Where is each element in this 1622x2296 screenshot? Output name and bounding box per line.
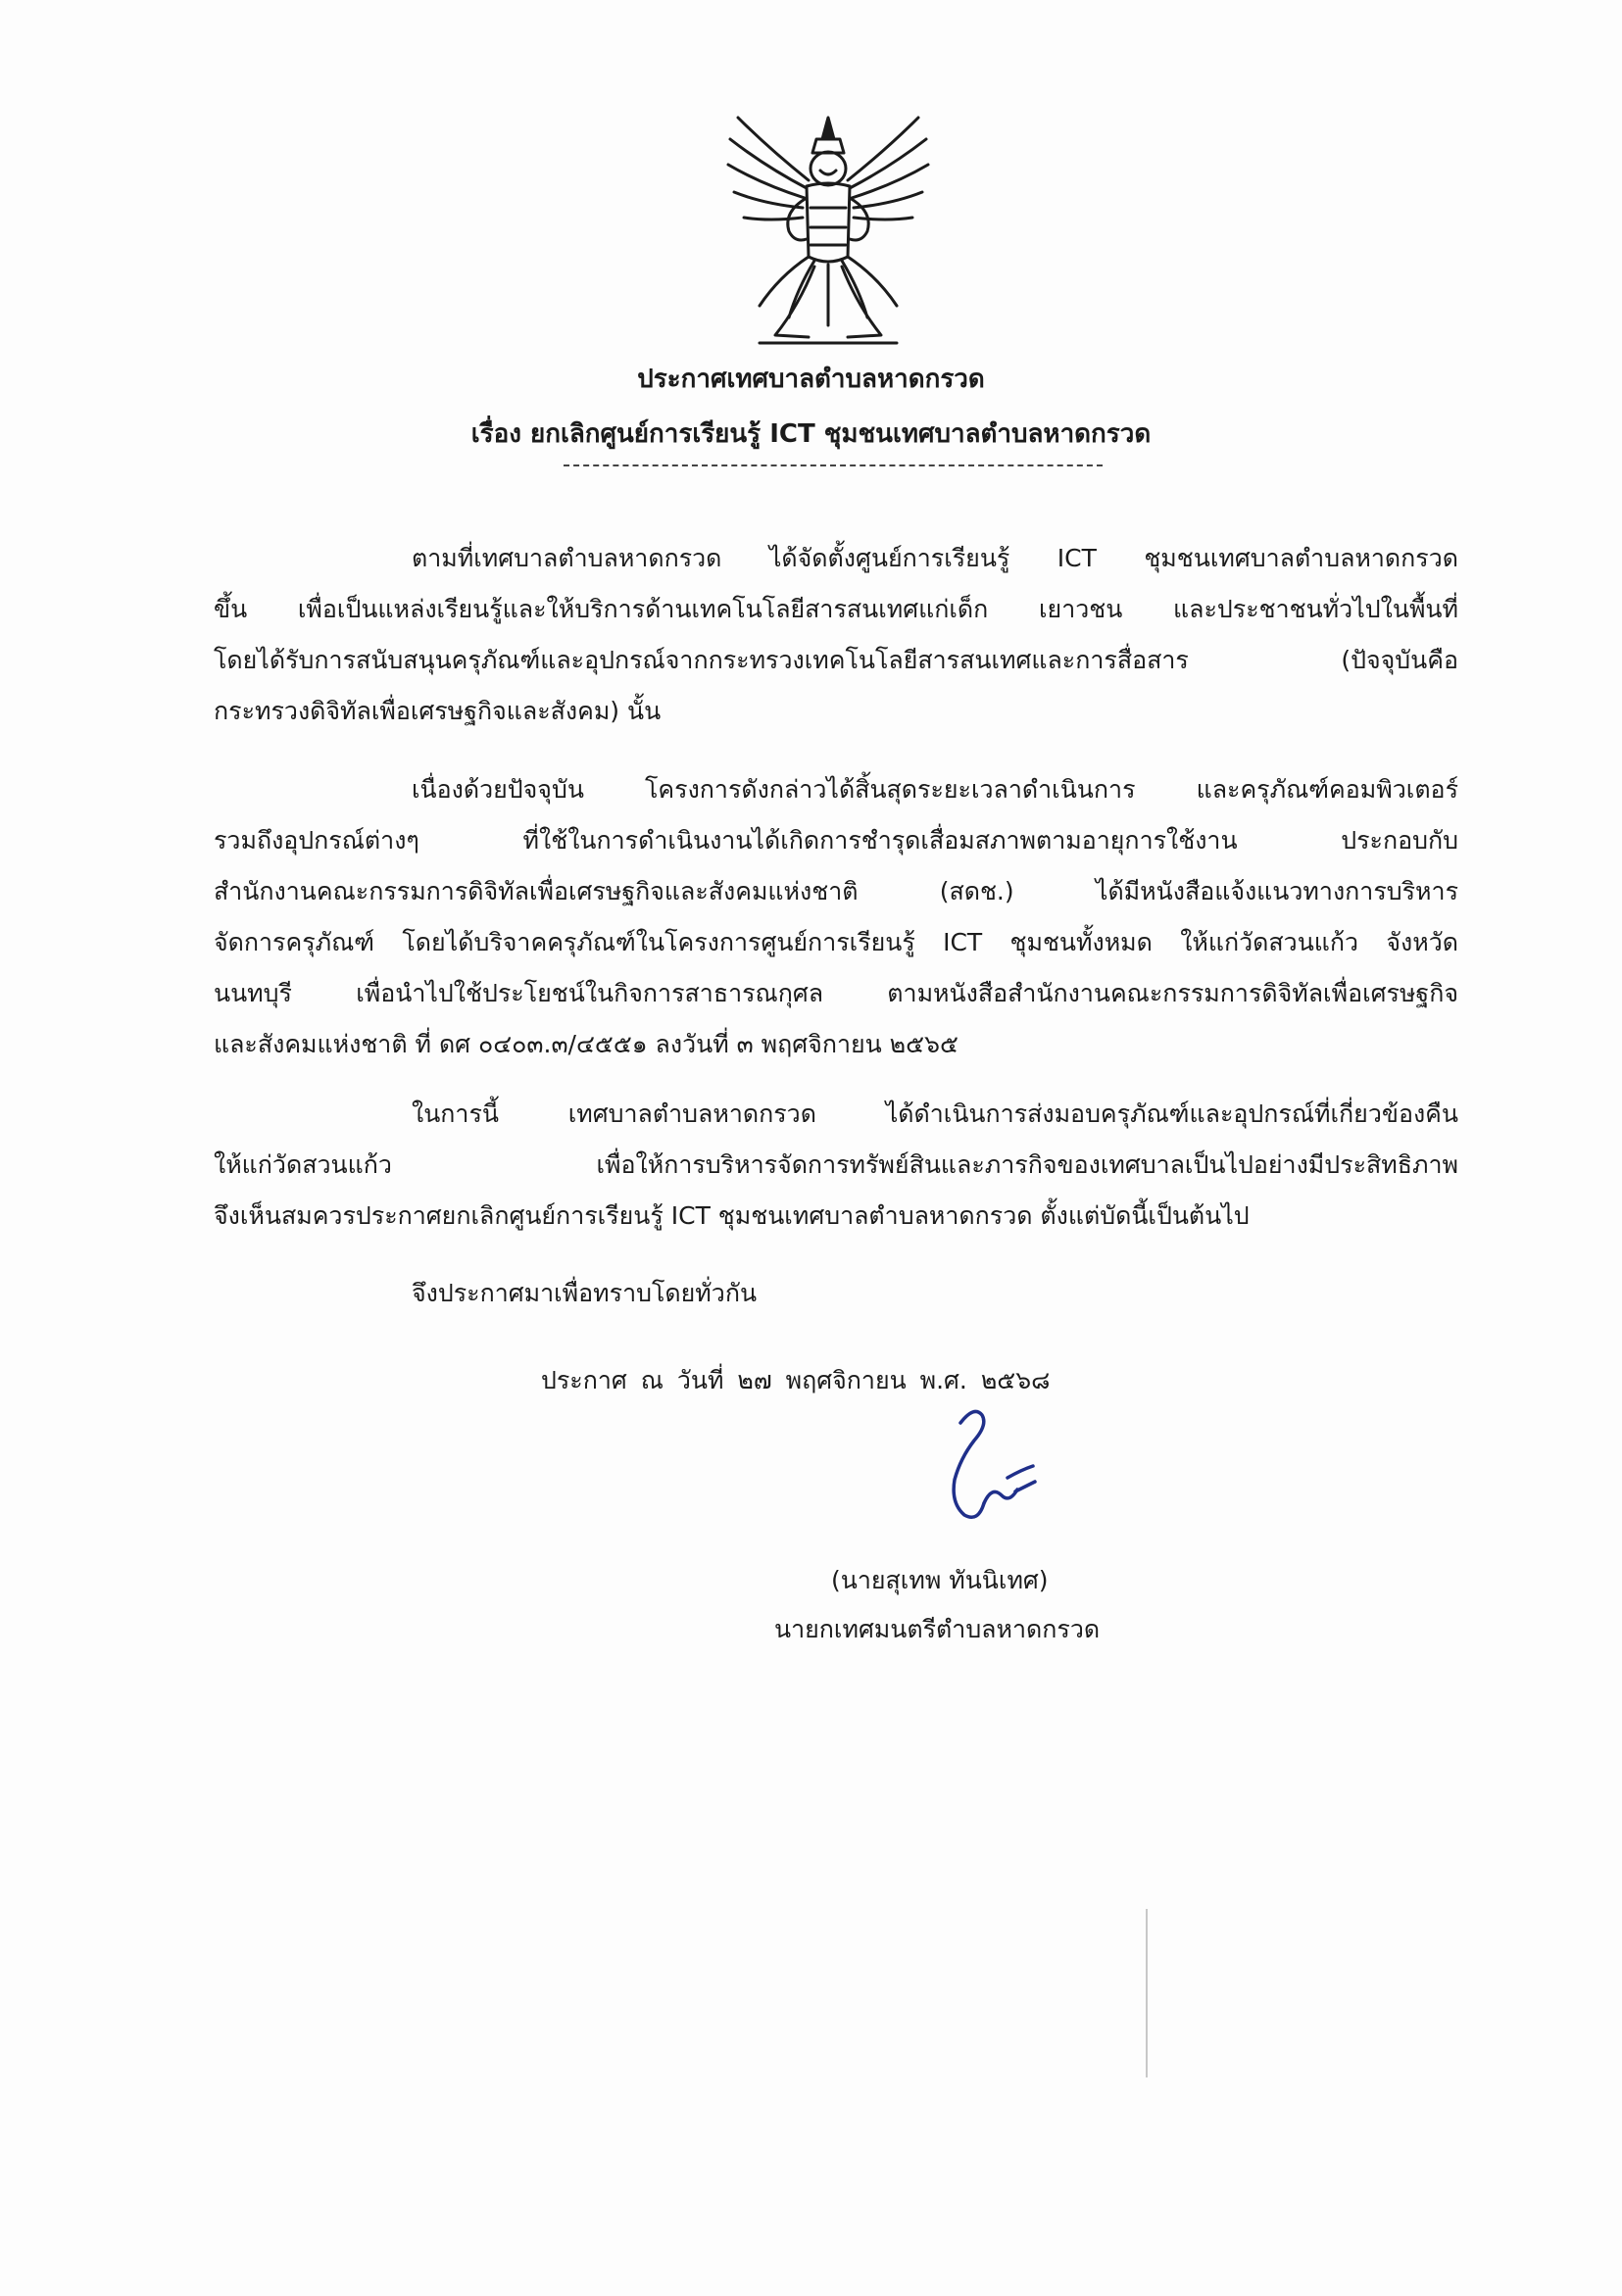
scan-artifact-line — [1146, 1909, 1148, 2077]
announcement-title: ประกาศเทศบาลตำบลหาดกรวด — [637, 365, 985, 394]
signer-name: (นายสุเทพ ทันนิเทศ) — [831, 1566, 1049, 1594]
paragraph-line: ให้แก่วัดสวนแก้ว เพื่อให้การบริหารจัดการทรัพย์สินและภารกิจของเทศบาลเป็นไปอย่างมีประสิทธิภาพ — [214, 1150, 1458, 1179]
paragraph-line: นนทบุรี เพื่อนำไปใช้ประโยชน์ในกิจการสาธารณกุศล ตามหนังสือสำนักงานคณะกรรมการดิจิทัลเพื่อเศรษฐกิจ — [214, 979, 1458, 1007]
signature-image — [931, 1401, 1049, 1539]
title-divider — [564, 464, 1103, 466]
signer-title: นายกเทศมนตรีตำบลหาดกรวด — [774, 1615, 1101, 1643]
paragraph-line: จัดการครุภัณฑ์ โดยได้บริจาคครุภัณฑ์ในโครงการศูนย์การเรียนรู้ ICT ชุมชนทั้งหมด ให้แก่วัดสวนแก้ว จังหวัด — [214, 928, 1458, 956]
paragraph-line: รวมถึงอุปกรณ์ต่างๆ ที่ใช้ในการดำเนินงานได้เกิดการชำรุดเสื่อมสภาพตามอายุการใช้งาน ประกอบกับ — [214, 826, 1458, 855]
paragraph-line: ในการนี้ เทศบาลตำบลหาดกรวด ได้ดำเนินการส่งมอบครุภัณฑ์และอุปกรณ์ที่เกี่ยวข้องคืน — [412, 1099, 1458, 1128]
announcement-date: ประกาศ ณ วันที่ ๒๗ พฤศจิกายน พ.ศ. ๒๕๖๘ — [541, 1366, 1051, 1394]
paragraph-line: สำนักงานคณะกรรมการดิจิทัลเพื่อเศรษฐกิจและสังคมแห่งชาติ (สดช.) ได้มีหนังสือแจ้งแนวทางการบริหาร — [214, 877, 1458, 905]
paragraph-line: ตามที่เทศบาลตำบลหาดกรวด ได้จัดตั้งศูนย์การเรียนรู้ ICT ชุมชนเทศบาลตำบลหาดกรวด — [412, 544, 1458, 572]
paragraph-2 — [214, 764, 1458, 1070]
paragraph-line: เนื่องด้วยปัจจุบัน โครงการดังกล่าวได้สิ้นสุดระยะเวลาดำเนินการ และครุภัณฑ์คอมพิวเตอร์ — [412, 775, 1458, 804]
paragraph-line: โดยได้รับการสนับสนุนครุภัณฑ์และอุปกรณ์จากกระทรวงเทคโนโลยีสารสนเทศและการสื่อสาร (ปัจจุบันคือ — [214, 646, 1458, 674]
paragraph-line: กระทรวงดิจิทัลเพื่อเศรษฐกิจและสังคม) นั้น — [214, 697, 662, 725]
paragraph-line: จึงเห็นสมควรประกาศยกเลิกศูนย์การเรียนรู้ ICT ชุมชนเทศบาลตำบลหาดกรวด ตั้งแต่บัดนี้เป็นต้นไป — [214, 1201, 1250, 1230]
paragraph-3 — [214, 1089, 1458, 1242]
paragraph-line: ขึ้น เพื่อเป็นแหล่งเรียนรู้และให้บริการด้านเทคโนโลยีสารสนเทศแก่เด็ก เยาวชน และประชาชนทั่วไปในพื้นที่ — [214, 595, 1458, 623]
paragraph-1 — [214, 533, 1458, 737]
closing-statement: จึงประกาศมาเพื่อทราบโดยทั่วกัน — [412, 1279, 758, 1307]
paragraph-line: และสังคมแห่งชาติ ที่ ดศ ๐๔๐๓.๓/๔๕๕๑ ลงวันที่ ๓ พฤศจิกายน ๒๕๖๕ — [214, 1030, 958, 1058]
garuda-emblem-icon — [720, 110, 936, 350]
announcement-subject: เรื่อง ยกเลิกศูนย์การเรียนรู้ ICT ชุมชนเทศบาลตำบลหาดกรวด — [470, 419, 1152, 449]
